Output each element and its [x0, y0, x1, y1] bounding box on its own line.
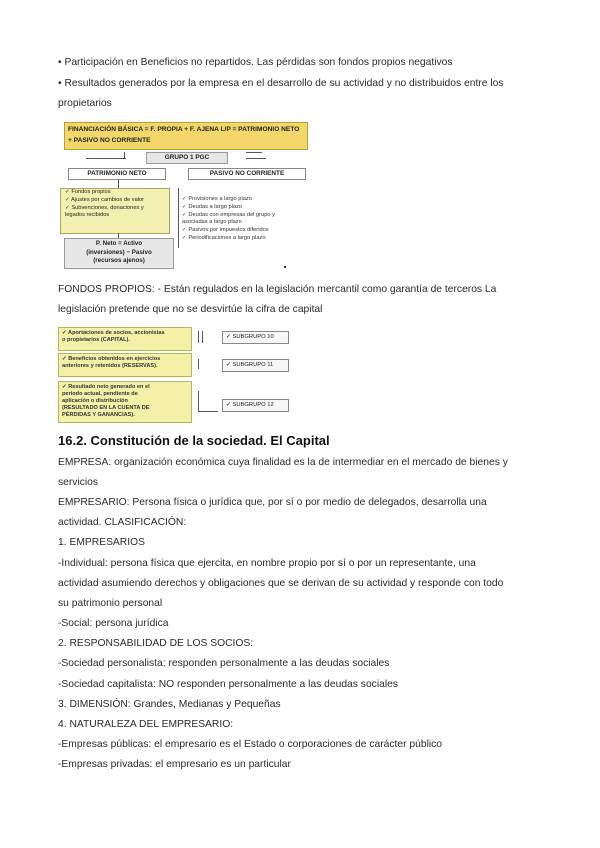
fondos-propios-diagram [58, 325, 298, 417]
connector [246, 158, 266, 159]
text-line: propietarios [58, 98, 112, 109]
box-line: o propietarios (CAPITAL). [62, 337, 130, 343]
patrimonio-items-box [60, 188, 170, 234]
text-line: 2. RESPONSABILIDAD DE LOS SOCIOS: [58, 638, 254, 649]
patrimonio-item: legados recibidos [65, 212, 110, 219]
text-line: actividad asumiendo derechos y obligaciones que se derivan de su actividad y responde con todo [58, 578, 504, 589]
pasivo-item: ✓ Provisiones a largo plazo [182, 196, 252, 202]
text-line: actividad. CLASIFICACIÓN: [58, 517, 187, 528]
box-line: anteriores y retenidos (RESERVAS). [62, 363, 158, 369]
text-line: EMPRESARIO: Persona física o jurídica que, por sí o por medio de delegados, desarrolla una [58, 497, 487, 508]
pasivo-item: ✓ Periodificaciones a largo plazo [182, 234, 266, 241]
pasivo-item: ✓ Deudas con empresas del grupo y [182, 211, 275, 218]
formula-line: + PASIVO NO CORRIENTE [68, 137, 151, 144]
financing-formula-box [64, 122, 308, 150]
text-line: 4. NATURALEZA DEL EMPRESARIO: [58, 719, 234, 730]
subgrupo-11-label: ✓ SUBGRUPO 11 [222, 359, 289, 372]
bullet-line: • Resultados generados por la empresa en el desarrollo de su actividad y no distribuidos entre los [58, 78, 504, 89]
box-line: periodo actual, pendiente de [62, 391, 138, 397]
text-line: -Sociedad capitalista: NO responden personalmente a las deudas sociales [58, 679, 398, 690]
box-line: ✓ Aportaciones de socios, accionistas [62, 330, 165, 336]
text-line: -Empresas privadas: el empresario es un particular [58, 759, 291, 770]
formula-line: FINANCIACIÓN BÁSICA = F. PROPIA + F. AJENA L/P = PATRIMONIO NETO [68, 126, 300, 133]
capital-box [58, 327, 192, 351]
text-line: EMPRESA: organización económica cuya finalidad es la de intermediar en el mercado de bienes y [58, 457, 508, 468]
text-line: -Social: persona jurídica [58, 618, 169, 629]
box-line: PÉRDIDAS Y GANANCIAS). [62, 412, 135, 418]
connector [198, 359, 199, 369]
connector [86, 158, 126, 159]
reservas-box [58, 353, 192, 377]
connector [246, 152, 262, 153]
pneto-line: (inversiones) − Pasivo [86, 248, 152, 256]
text-line: -Sociedad personalista: responden personalmente a las deudas sociales [58, 658, 390, 669]
connector [198, 331, 199, 343]
box-line: ✓ Beneficios obtenidos en ejercicios [62, 356, 161, 362]
text-line: 1. EMPRESARIOS [58, 537, 145, 548]
financing-diagram [58, 122, 310, 270]
text-line: servicios [58, 477, 99, 488]
mark-dot [284, 266, 286, 268]
pneto-line: P. Neto = Activo [95, 240, 143, 247]
subgrupo-10-label: ✓ SUBGRUPO 10 [222, 331, 289, 344]
pasivo-item: asociadas a largo plazo [182, 219, 242, 226]
patrimonio-header: PATRIMONIO NETO [68, 168, 166, 180]
resultado-box [58, 381, 192, 423]
connector [198, 391, 199, 411]
box-line: aplicación o distribución [62, 398, 128, 404]
box-line: (RESULTADO EN LA CUENTA DE [62, 405, 150, 411]
connector [198, 411, 218, 412]
pasivo-item: ✓ Pasivos por impuestos diferidos [182, 227, 269, 234]
text-line: -Individual: persona física que ejercita, en nombre propio por sí o por un representante, una [58, 558, 476, 569]
section-heading: 16.2. Constitución de la sociedad. El Capital [58, 433, 330, 448]
text-line: -Empresas públicas: el empresario es el Estado o corporaciones de carácter público [58, 739, 443, 750]
text-line: legislación pretende que no se desvirtúe la cifra de capital [58, 304, 323, 315]
patrimonio-item: ✓ Ajustes por cambios de valor [65, 196, 145, 203]
text-line: su patrimonio personal [58, 598, 163, 609]
connector [118, 180, 119, 188]
patrimonio-item: ✓ Fondos propios [65, 189, 111, 195]
connector [202, 331, 203, 343]
pneto-line: (recursos ajenos) [93, 257, 145, 264]
subgrupo-12-label: ✓ SUBGRUPO 12 [222, 399, 289, 412]
bullet-line: • Participación en Beneficios no repartidos. Las pérdidas son fondos propios negativos [58, 57, 453, 68]
pasivo-header: PASIVO NO CORRIENTE [188, 168, 306, 180]
connector [124, 152, 125, 159]
connector [178, 188, 179, 248]
pasivo-items-list [182, 196, 310, 243]
box-line: ✓ Resultado neto generado en el [62, 384, 150, 390]
group-label: GRUPO 1 PGC [146, 152, 228, 164]
patrimonio-item: ✓ Subvenciones, donaciones y [65, 204, 144, 211]
pasivo-item: ✓ Deudas a largo plazo [182, 203, 243, 210]
text-line: 3. DIMENSIÓN: Grandes, Medianas y Pequeñas [58, 699, 281, 710]
patrimonio-neto-formula [64, 238, 174, 269]
text-line: FONDOS PROPIOS: - Están regulados en la legislación mercantil como garantía de terceros La [58, 284, 497, 295]
